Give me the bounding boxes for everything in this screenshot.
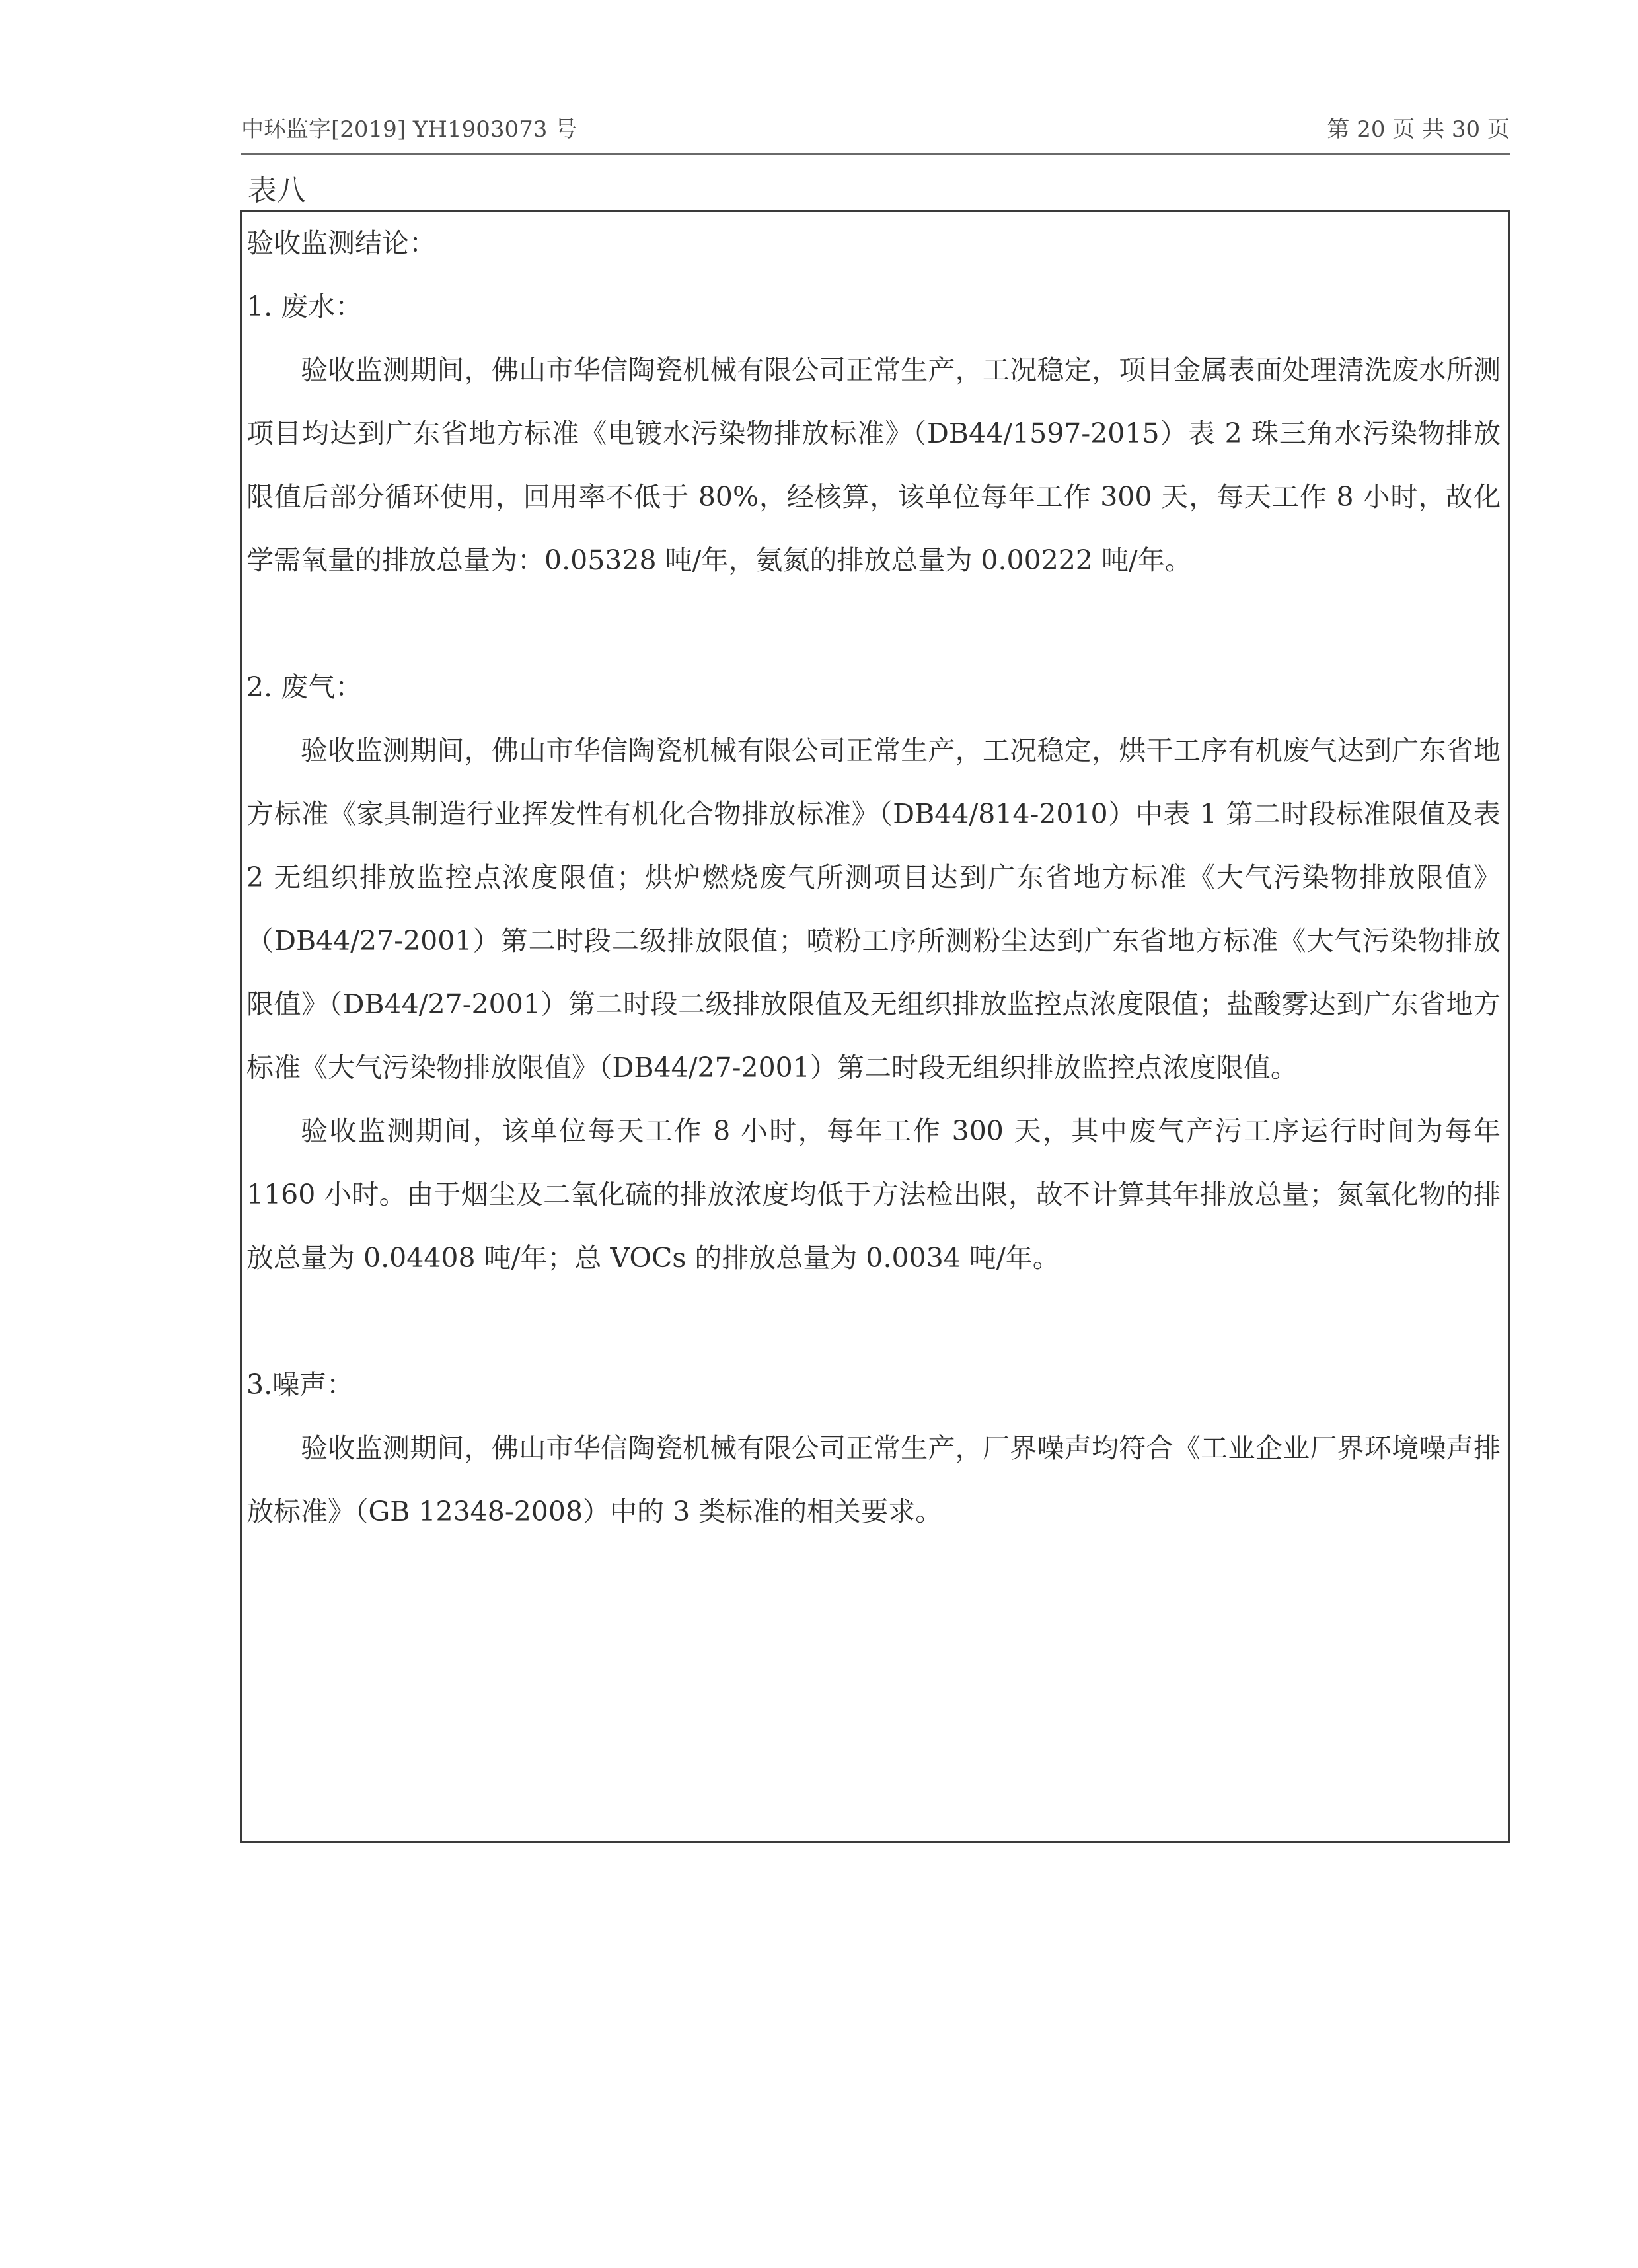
noise-paragraph: 验收监测期间，佛山市华信陶瓷机械有限公司正常生产，厂界噪声均符合《工业企业厂界环境噪声排放标准》（GB 12348-2008）中的 3 类标准的相关要求。 bbox=[246, 1432, 1501, 1527]
header-divider bbox=[241, 153, 1510, 155]
wastewater-heading: 1. 废水： bbox=[246, 291, 363, 322]
wastewater-paragraph: 验收监测期间，佛山市华信陶瓷机械有限公司正常生产，工况稳定，项目金属表面处理清洗废水所测项目均达到广东省地方标准《电镀水污染物排放标准》（DB44/1597-2015）表 2 珠三角水污染物排放限值后部分循环使用，回用率不低于 80%，经核算，该单位每年工作 300 天，每天工作 8 小时，故化学需氧量的排放总量为：0.05328 吨/年，氨氮的排放总量为 0.00222 吨/年。 bbox=[246, 354, 1501, 576]
conclusion-content bbox=[246, 211, 1501, 1543]
report-number: 中环监字[2019] YH1903073 号 bbox=[241, 116, 577, 143]
noise-heading: 3.噪声： bbox=[246, 1369, 354, 1401]
conclusion-title: 验收监测结论： bbox=[246, 227, 436, 259]
page-header bbox=[241, 104, 1510, 144]
exhaust-paragraph-1: 验收监测期间，佛山市华信陶瓷机械有限公司正常生产，工况稳定，烘干工序有机废气达到广东省地方标准《家具制造行业挥发性有机化合物排放标准》（DB44/814-2010）中表 1 第二时段标准限值及表 2 无组织排放监控点浓度限值；烘炉燃烧废气所测项目达到广东省地方标准《大气污染物排放限值》（DB44/27-2001）第二时段二级排放限值；喷粉工序所测粉尘达到广东省地方标准《大气污染物排放限值》（DB44/27-2001）第二时段二级排放限值及无组织排放监控点浓度限值；盐酸雾达到广东省地方标准《大气污染物排放限值》（DB44/27-2001）第二时段无组织排放监控点浓度限值。 bbox=[246, 735, 1501, 1083]
page-number: 第 20 页 共 30 页 bbox=[1327, 116, 1510, 143]
spacer bbox=[246, 592, 1501, 655]
exhaust-paragraph-2: 验收监测期间，该单位每天工作 8 小时，每年工作 300 天，其中废气产污工序运行时间为每年 1160 小时。由于烟尘及二氧化硫的排放浓度均低于方法检出限，故不计算其年排放总量；氮氧化物的排放总量为 0.04408 吨/年；总 VOCs 的排放总量为 0.0034 吨/年。 bbox=[246, 1115, 1501, 1274]
exhaust-heading: 2. 废气： bbox=[246, 671, 363, 703]
spacer bbox=[246, 1290, 1501, 1353]
table-label: 表八 bbox=[248, 174, 306, 207]
